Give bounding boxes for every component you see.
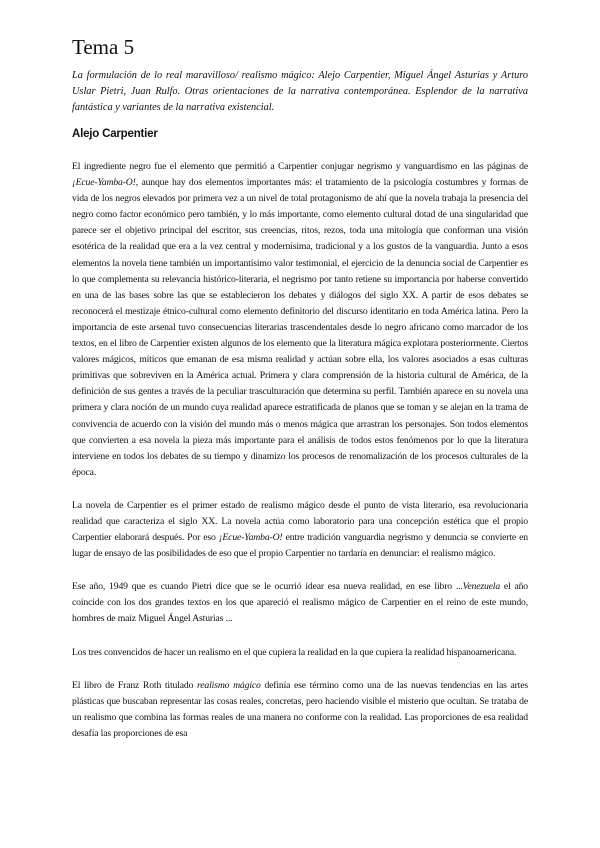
novel-title-ecue-yamba-o-2: ¡Ecue-Yamba-O! [218,532,283,544]
paragraph-1-text-a: El ingrediente negro fue el elemento que permitió a Carpentier conjugar negrismo y vanguardismo en las páginas de [72,161,528,172]
paragraph-2-text-a: La novela de Carpentier es el primer estado de realismo mágico desde el punto de vista literario, esa revolucionaria realidad que caracteriza el siglo XX. La novela actúa como laboratorio para una concepción estética que el propio Carpentier elaborará después. Por eso [72,499,528,544]
page-title: Tema 5 [72,35,135,59]
novel-title-ecue-yamba-o: ¡Ecue-Yamba-O! [72,177,136,189]
section-heading: Alejo Carpentier [72,128,158,140]
book-title-venezuela: Venezuela [462,581,501,593]
paragraph-2 [72,498,528,562]
paragraph-1-text-b: , aunque hay dos elementos importantes más: el tratamiento de la psicología costumbres y formas de vida de los negros elevados por primera vez a un nivel de total protagonismo de ahí que la novela trabaja la presencia del negro como factor económico pero también, y lo más importante, como elemento cultural dotad de una singularidad que parece ser el objetivo principal del escritor, sus creencias, ritos, rezos, toda una mitología que conforman una visión esotérica de la realidad que era a la vez central y modernísima, tradicional y a los gustos de la vanguardia. Junto a esos elementos la novela tiene también un importantísimo valor testimonial, el ejercicio de la denuncia social de Carpentier es lo que complementa su relevancia histórico-literaria, el negrismo por tanto retiene su importancia por haberse convertido en una de las bases sobre las que se establecieron los debates y diálogos del siglo XX. A partir de esos debates se reconocerá el mestizaje étnico-cultural como elemento definitorio del discurso identitario en toda América latina. Pero la importancia de este arsenal tuvo consecuencias literarias trascendentales desde lo negro africano como marcador de los textos, en el libro de Carpentier existen algunos de los elemento que la literatura mágica explotara posteriormente. Ciertos valores mágicos, míticos que emanan de esa misma realidad y actúan sobre ella, los valores asociados a esas culturas primitivas que sobreviven en la América actual. Primera y clara comprensión de la historia cultural de América, de la definición de sus gentes a través de la peculiar trasculturación que determina su perfil. También aparece en su novela una primera y clara noción de un mundo cuya realidad aparece estratificada de planos que se toman y se alejan en la trama de convivencia de acuerdo con la visión del mundo más o menos mágica que arrastran los personajes. Son todos elementos que convierten a esa novela la pieza más importante para el análisis de todos estos fenómenos por lo que la literatura interviene en todos los debates de su tiempo y dinamizo los procesos de renomalización de los procesos culturales de la época. [72,177,528,478]
paragraph-5-text-b: definía ese término como una de las nuevas tendencias en las artes plásticas que buscaban representar las cosas reales, concretas, pero haciendo visible el misterio que ocultan. Se trataba de un realismo que combina las formas reales de una manera no conforme con la realidad. Las proporciones de esa realidad desafía las proporciones de esa [72,679,528,739]
document-page [72,34,528,759]
paragraph-5-text-a: El libro de Franz Roth titulado [72,679,198,691]
topic-subtitle: La formulación de lo real maravilloso/ realismo mágico: Alejo Carpentier, Miguel Ángel Asturias y Arturo Uslar Pietri, Juan Rulfo. Otras orientaciones de la narrativa contemporánea. Esplendor de la narrativa fantástica y variantes de la narrativa existencial. [72,70,528,113]
paragraph-3-text-a: Ese año, 1949 que es cuando Pietri dice que se le ocurrió idear esa nueva realidad, en ese libro ... [72,581,463,593]
paragraph-1 [72,159,528,481]
paragraph-2-text-b: entre tradición vanguardia negrismo y denuncia se convierte en lugar de ensayo de las posibilidades de eso que el propio Carpentier no tardaría en denunciar: el realismo mágico. [72,532,528,560]
paragraph-3-text-b: el año coincide con los dos grandes textos en los que apareció el realismo mágico de Carpentier en el reino de este mundo, hombres de maíz Miguel Ángel Asturias ... [72,581,528,625]
paragraph-5 [72,678,528,742]
paragraph-3 [72,579,528,627]
paragraph-4: Los tres convencidos de hacer un realismo en el que cupiera la realidad en la que cupiera la realidad hispanoamericana. [72,646,517,658]
book-title-realismo-magico: realismo mágico [197,679,261,691]
